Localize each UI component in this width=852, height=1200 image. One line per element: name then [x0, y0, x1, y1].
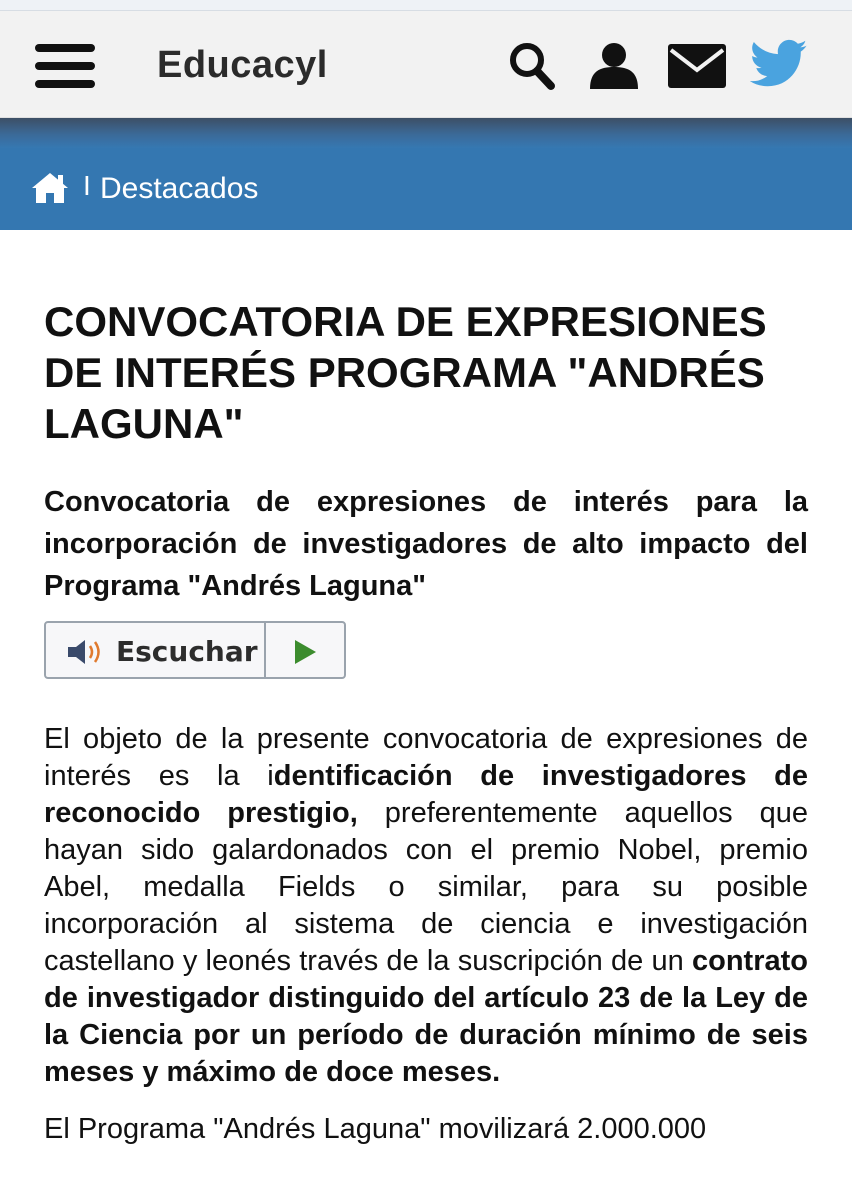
article-subtitle: Convocatoria de expresiones de interés para la incorporación de investigadores de alto impacto del Programa "Andrés Laguna" — [44, 486, 808, 602]
body-emphasis: contrato de investigador distinguido del artículo 23 de la Ley de la Ciencia por un período de duración mínimo de seis meses y máximo de doce meses. — [44, 945, 808, 1088]
speaker-icon — [66, 637, 106, 667]
body-text: El objeto de la presente convocatoria de expresiones de interés es la i — [44, 723, 808, 792]
listen-label: Escuchar — [116, 635, 258, 668]
search-icon[interactable] — [508, 41, 556, 91]
page-title: CONVOCATORIA DE EXPRESIONES DE INTERÉS PROGRAMA "ANDRÉS LAGUNA" — [44, 298, 767, 447]
breadcrumb — [0, 148, 852, 230]
twitter-icon[interactable] — [750, 39, 808, 89]
article — [44, 232, 808, 1148]
play-icon[interactable] — [292, 639, 318, 665]
browser-top-line — [0, 0, 852, 11]
breadcrumb-current[interactable]: Destacados — [100, 172, 259, 205]
user-icon[interactable] — [588, 41, 640, 91]
breadcrumb-separator: I — [83, 170, 91, 201]
mail-icon[interactable] — [668, 44, 726, 88]
header-divider — [0, 118, 852, 148]
site-title[interactable]: Educacyl — [157, 44, 328, 86]
listen-button[interactable] — [44, 621, 346, 679]
home-icon[interactable] — [30, 171, 70, 205]
body-paragraph: El Programa "Andrés Laguna" movilizará 2.000.000 — [44, 1113, 707, 1145]
article-body — [44, 721, 808, 1091]
body-text: preferentemente aquellos que hayan sido galardonados con el premio Nobel, premio Abel, medalla Fields o similar, para su posible incorporación al sistema de ciencia e investigación castellano y leonés través de la suscripción de un — [44, 797, 808, 977]
site-header — [0, 11, 852, 118]
menu-icon[interactable] — [35, 44, 95, 88]
listen-divider — [264, 623, 266, 677]
body-emphasis: dentificación de investigadores de reconocido prestigio, — [44, 760, 809, 829]
